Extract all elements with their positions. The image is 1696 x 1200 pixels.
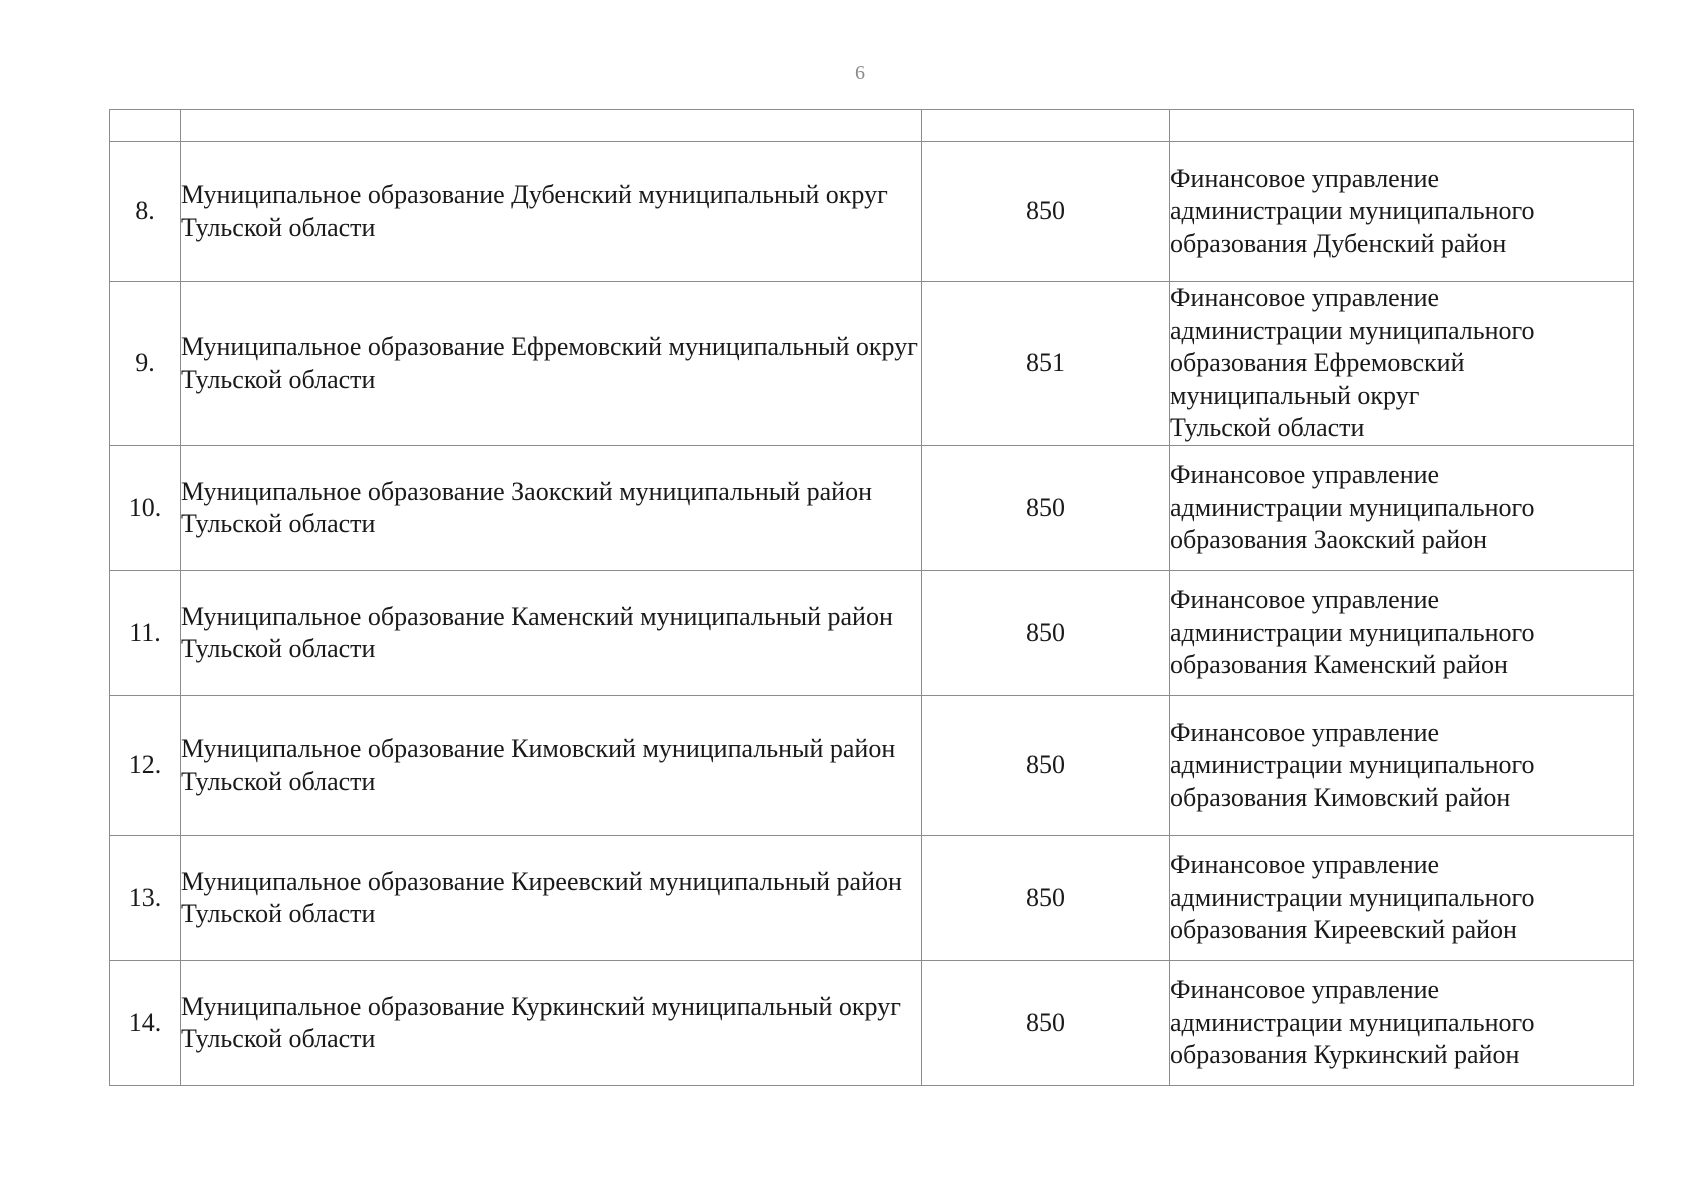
header-cell-code [922,110,1170,142]
table-row [110,696,1634,836]
code-cell: 850 [922,571,1170,696]
row-number: 13. [110,836,181,961]
code-cell: 850 [922,696,1170,836]
table-row [110,961,1634,1086]
municipality-name: Муниципальное образование Заокский муниципальный район Тульской области [181,446,922,571]
department-cell [1170,446,1634,571]
header-spacer-row [110,110,1634,142]
municipality-name: Муниципальное образование Кимовский муниципальный район Тульской области [181,696,922,836]
row-number: 9. [110,282,181,446]
table-row [110,836,1634,961]
department-cell [1170,571,1634,696]
row-number: 11. [110,571,181,696]
department-cell [1170,282,1634,446]
page-number: 6 [855,62,865,84]
table-row [110,282,1634,446]
row-number: 8. [110,142,181,282]
department-cell [1170,961,1634,1086]
municipality-name: Муниципальное образование Дубенский муниципальный округ Тульской области [181,142,922,282]
department-cell [1170,142,1634,282]
department-text: Финансовое управление администрации муниципального образования Куркинский район [1170,975,1535,1070]
municipality-name: Муниципальное образование Ефремовский муниципальный округ Тульской области [181,282,922,446]
municipality-name: Муниципальное образование Киреевский муниципальный район Тульской области [181,836,922,961]
row-number: 10. [110,446,181,571]
table-row [110,142,1634,282]
table-row [110,571,1634,696]
department-text: Финансовое управление администрации муниципального образования Киреевский район [1170,850,1535,945]
department-text: Финансовое управление администрации муниципального образования Ефремовский муниципальный округ Тульской области [1170,283,1535,443]
municipality-name: Муниципальное образование Каменский муниципальный район Тульской области [181,571,922,696]
code-cell: 850 [922,142,1170,282]
department-text: Финансовое управление администрации муниципального образования Заокский район [1170,460,1535,555]
header-cell-name [181,110,922,142]
code-cell: 851 [922,282,1170,446]
code-cell: 850 [922,961,1170,1086]
municipal-table [109,109,1634,1086]
row-number: 14. [110,961,181,1086]
code-cell: 850 [922,446,1170,571]
department-cell [1170,836,1634,961]
header-cell-dept [1170,110,1634,142]
department-text: Финансовое управление администрации муниципального образования Дубенский район [1170,163,1535,258]
header-cell-num [110,110,181,142]
department-text: Финансовое управление администрации муниципального образования Кимовский район [1170,717,1535,812]
table-row [110,446,1634,571]
department-cell [1170,696,1634,836]
code-cell: 850 [922,836,1170,961]
row-number: 12. [110,696,181,836]
department-text: Финансовое управление администрации муниципального образования Каменский район [1170,585,1535,680]
municipality-name: Муниципальное образование Куркинский муниципальный округ Тульской области [181,961,922,1086]
